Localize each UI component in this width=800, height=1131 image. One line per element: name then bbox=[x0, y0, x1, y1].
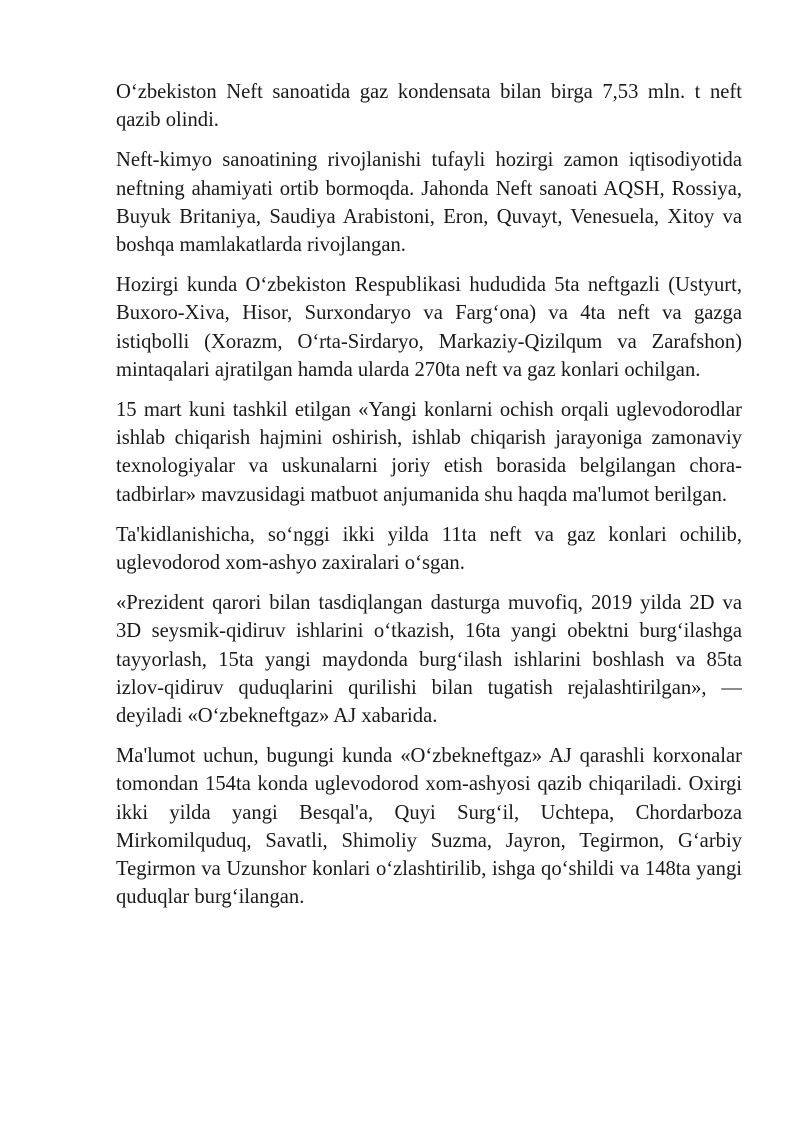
paragraph-program-quote: «Prezident qarori bilan tasdiqlangan dasturga muvofiq, 2019 yilda 2D va 3D seysmik-qidiruv ishlarini oʻtkazish, 16ta yangi obektni burgʻilashga tayyorlash, 15ta yangi maydonda burgʻilash ishlarini boshlash va 85ta izlov-qidiruv quduqlarini qurilishi bilan tugatish rejalashtirilgan», — deyiladi «Oʻzbekneftgaz» AJ xabarida. bbox=[116, 592, 742, 728]
document-page bbox=[116, 78, 742, 923]
paragraph-new-fields: Ta'kidlanishicha, soʻnggi ikki yilda 11ta neft va gaz konlari ochilib, uglevodorod xom-ashyo zaxiralari oʻsgan. bbox=[116, 523, 742, 575]
paragraph-oil-gas-regions: Hozirgi kunda Oʻzbekiston Respublikasi hududida 5ta neftgazli (Ustyurt, Buxoro-Xiva, Hisor, Surxondaryo va Fargʻona) va 4ta neft va gazga istiqbolli (Xorazm, Oʻrta-Sirdaryo, Markaziy-Qizilqum va Zarafshon) mintaqalari ajratilgan hamda ularda 270ta neft va gaz konlari ochilgan. bbox=[116, 274, 742, 381]
paragraph-reference-info: Ma'lumot uchun, bugungi kunda «Oʻzbekneftgaz» AJ qarashli korxonalar tomondan 154ta konda uglevodorod xom-ashyosi qazib chiqariladi. Oxirgi ikki yilda yangi Besqal'a, Quyi Surgʻil, Uchtepa, Chordarboza Mirkomilquduq, Savatli, Shimoliy Suzma, Jayron, Tegirmon, Gʻarbiy Tegirmon va Uzunshor konlari oʻzlashtirilib, ishga qoʻshildi va 148ta yangi quduqlar burgʻilangan. bbox=[116, 745, 742, 909]
paragraph-oil-production: Oʻzbekiston Neft sanoatida gaz kondensata bilan birga 7,53 mln. t neft qazib olindi. bbox=[116, 81, 742, 132]
paragraph-press-conference: 15 mart kuni tashkil etilgan «Yangi konlarni ochish orqali uglevodorodlar ishlab chiqarish hajmini oshirish, ishlab chiqarish jarayoniga zamonaviy texnologiyalar va uskunalarni joriy etish borasida belgilangan chora-tadbirlar» mavzusidagi matbuot anjumanida shu haqda ma'lumot berilgan. bbox=[116, 399, 742, 506]
paragraph-petrochemical-industry: Neft-kimyo sanoatining rivojlanishi tufayli hozirgi zamon iqtisodiyotida neftning ahamiyati ortib bormoqda. Jahonda Neft sanoati AQSH, Rossiya, Buyuk Britaniya, Saudiya Arabistoni, Eron, Quvayt, Venesuela, Xitoy va boshqa mamlakatlarda rivojlangan. bbox=[116, 149, 742, 257]
